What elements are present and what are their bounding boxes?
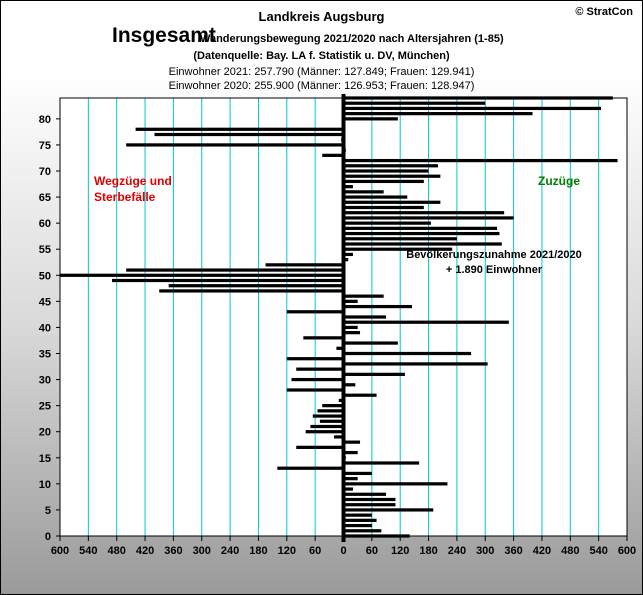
bar-age-5 xyxy=(344,508,434,511)
bar-age-73 xyxy=(322,154,343,157)
bar-age-7 xyxy=(344,498,396,501)
bar-age-37 xyxy=(344,341,398,344)
bar-age-33 xyxy=(344,362,488,365)
bar-age-16 xyxy=(344,451,358,454)
bar-age-69 xyxy=(344,175,441,178)
copyright-label: © StratCon xyxy=(575,6,633,18)
y-tick-label: 10 xyxy=(38,478,51,491)
bar-age-83 xyxy=(344,102,486,105)
population-2021-label: Einwohner 2021: 257.790 (Männer: 127.849; Frauen: 129.941) xyxy=(168,66,475,78)
bar-age-60 xyxy=(344,222,431,225)
bar-age-82 xyxy=(344,107,602,110)
bar-age-30 xyxy=(292,378,344,381)
bar-age-27 xyxy=(344,394,377,397)
left-annotation-line: Wegzüge und xyxy=(94,174,172,188)
y-tick-label: 65 xyxy=(38,192,51,205)
x-tick-label: 300 xyxy=(476,545,495,557)
bar-age-66 xyxy=(344,190,384,193)
x-tick-label: 120 xyxy=(277,545,296,557)
x-tick-label: 420 xyxy=(532,545,552,557)
x-tick-label: 420 xyxy=(135,545,155,557)
bar-age-34 xyxy=(287,357,344,360)
bar-age-78 xyxy=(136,128,344,131)
y-tick-label: 20 xyxy=(38,426,51,439)
x-tick-label: 600 xyxy=(50,545,70,557)
bar-age-3 xyxy=(344,519,377,522)
bar-age-22 xyxy=(320,420,344,423)
bar-age-77 xyxy=(155,133,344,136)
bar-age-75 xyxy=(126,143,343,146)
chart-main-title: Insgesamt xyxy=(112,24,216,47)
bar-age-38 xyxy=(303,336,343,339)
bar-age-58 xyxy=(344,232,500,235)
y-tick-label: 70 xyxy=(38,166,51,178)
x-tick-label: 360 xyxy=(164,545,183,557)
x-tick-label: 180 xyxy=(419,545,438,557)
y-tick-label: 55 xyxy=(38,244,51,257)
bar-age-13 xyxy=(277,467,343,470)
bar-age-21 xyxy=(310,425,343,428)
bar-age-59 xyxy=(344,227,498,230)
left-annotation-line: Sterbefälle xyxy=(94,190,156,204)
bar-age-63 xyxy=(344,206,424,209)
bar-age-31 xyxy=(344,373,405,376)
bar-age-41 xyxy=(344,321,509,324)
bar-age-61 xyxy=(344,216,514,219)
bar-age-43 xyxy=(287,310,344,313)
x-tick-label: 0 xyxy=(340,545,347,557)
bar-age-70 xyxy=(344,169,429,172)
bar-age-65 xyxy=(344,195,408,198)
x-tick-label: 480 xyxy=(561,545,580,557)
y-tick-label: 75 xyxy=(38,139,51,152)
bar-age-57 xyxy=(344,237,457,240)
bar-age-80 xyxy=(344,117,398,120)
y-tick-label: 35 xyxy=(38,348,51,361)
bar-age-4 xyxy=(344,514,372,517)
y-tick-label: 45 xyxy=(38,296,51,309)
bar-age-6 xyxy=(344,503,396,506)
bar-age-71 xyxy=(344,164,439,167)
x-tick-label: 540 xyxy=(589,545,608,557)
bar-age-49 xyxy=(112,279,344,282)
y-tick-label: 80 xyxy=(38,113,51,126)
y-tick-label: 60 xyxy=(38,218,51,231)
bar-age-18 xyxy=(344,441,361,444)
bar-age-24 xyxy=(318,409,344,412)
x-tick-label: 300 xyxy=(192,545,211,557)
x-tick-label: 240 xyxy=(220,545,240,557)
bar-age-56 xyxy=(344,242,502,245)
bar-age-8 xyxy=(344,493,387,496)
x-tick-label: 480 xyxy=(107,545,126,557)
bar-age-14 xyxy=(344,461,420,464)
y-tick-label: 40 xyxy=(38,322,51,335)
summary-annotation-line: + 1.890 Einwohner xyxy=(445,264,543,276)
bar-age-17 xyxy=(296,446,343,449)
bar-age-2 xyxy=(344,524,372,527)
y-tick-label: 50 xyxy=(38,270,51,283)
chart-subtitle: Wanderungsbewegung 2021/2020 nach Altersjahren (1-85) xyxy=(200,33,504,45)
bar-age-48 xyxy=(169,284,344,287)
bar-age-45 xyxy=(344,300,358,303)
bar-age-1 xyxy=(344,529,382,532)
x-tick-label: 120 xyxy=(391,545,410,557)
y-tick-label: 30 xyxy=(38,374,51,387)
bar-age-35 xyxy=(344,352,472,355)
population-2020-label: Einwohner 2020: 255.900 (Männer: 126.953; Frauen: 128.947) xyxy=(168,80,475,92)
bar-age-46 xyxy=(344,295,384,298)
bar-age-32 xyxy=(296,368,343,371)
bar-age-62 xyxy=(344,211,505,214)
bar-age-72 xyxy=(344,159,618,162)
y-tick-label: 25 xyxy=(38,400,51,413)
x-tick-label: 600 xyxy=(617,545,637,557)
x-tick-label: 180 xyxy=(249,545,268,557)
bar-age-20 xyxy=(306,430,344,433)
bar-age-25 xyxy=(322,404,343,407)
x-tick-label: 540 xyxy=(79,545,98,557)
bar-age-52 xyxy=(266,263,344,266)
bar-age-51 xyxy=(126,268,343,271)
x-tick-label: 60 xyxy=(309,545,322,557)
bar-age-44 xyxy=(344,305,413,308)
x-tick-label: 60 xyxy=(365,545,378,557)
bar-age-40 xyxy=(344,326,358,329)
y-tick-label: 15 xyxy=(38,452,51,465)
y-tick-label: 5 xyxy=(44,504,51,517)
data-source-label: (Datenquelle: Bay. LA f. Statistik u. DV, München) xyxy=(193,50,450,62)
bar-age-81 xyxy=(344,112,533,115)
x-tick-label: 360 xyxy=(504,545,523,557)
bar-age-11 xyxy=(344,477,358,480)
bar-age-39 xyxy=(344,331,361,334)
chart-region-title: Landkreis Augsburg xyxy=(258,9,385,24)
bar-age-50 xyxy=(60,274,344,277)
bar-age-23 xyxy=(313,414,344,417)
summary-annotation-line: Bevölkerungszunahme 2021/2020 xyxy=(406,249,582,261)
y-tick-label: 0 xyxy=(44,531,51,543)
right-annotation-line: Zuzüge xyxy=(538,174,580,188)
bar-age-12 xyxy=(344,472,372,475)
bar-age-64 xyxy=(344,201,441,204)
bar-age-10 xyxy=(344,482,448,485)
bar-age-68 xyxy=(344,180,424,183)
bar-age-42 xyxy=(344,315,387,318)
bar-age-47 xyxy=(159,289,343,292)
x-tick-label: 240 xyxy=(447,545,467,557)
bar-age-28 xyxy=(287,388,344,391)
